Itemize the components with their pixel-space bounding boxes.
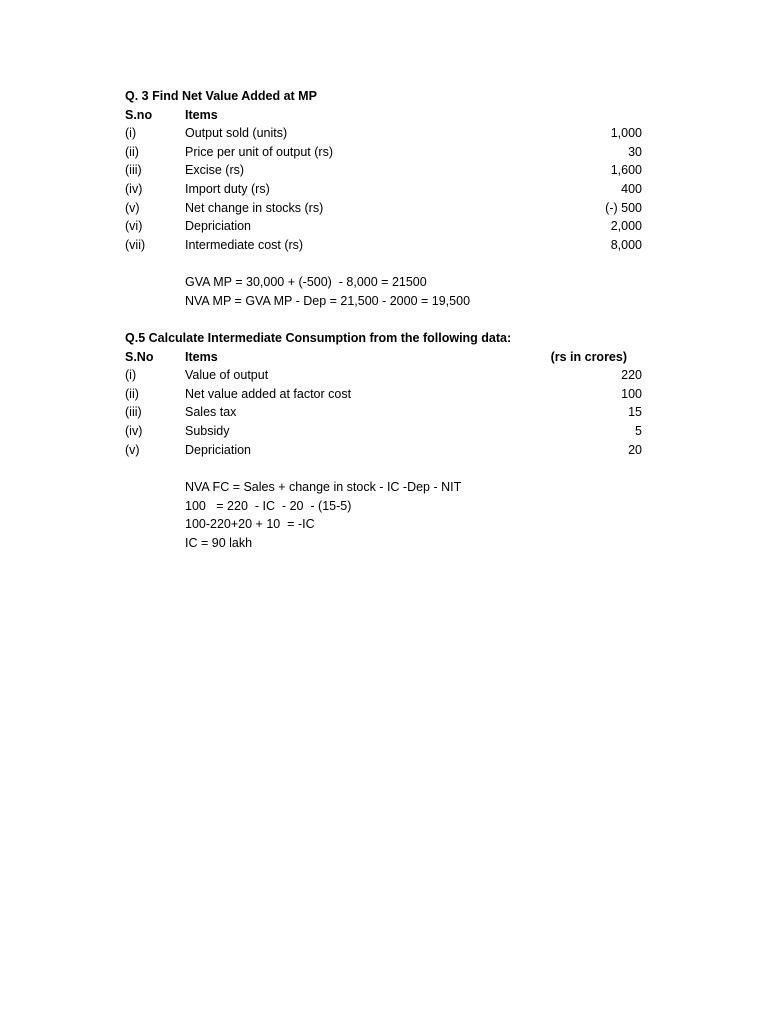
q5-row-sno: (iv): [125, 424, 143, 438]
q3-solution-line: GVA MP = 30,000 + (-500) - 8,000 = 21500: [185, 275, 427, 289]
q5-solution-line: NVA FC = Sales + change in stock - IC -Dep - NIT: [185, 480, 462, 494]
q5-header-items: Items: [185, 350, 218, 364]
q5-row-value: 15: [628, 405, 642, 419]
q5-row-item: Depriciation: [185, 443, 252, 457]
q3-row-item: Net change in stocks (rs): [185, 201, 324, 215]
q5-row-sno: (v): [125, 443, 140, 457]
q3-solution-line: NVA MP = GVA MP - Dep = 21,500 - 2000 = 19,500: [185, 294, 471, 308]
q3-header-items: Items: [185, 108, 218, 122]
q3-row-value: 1,600: [610, 163, 642, 177]
q3-row-item: Output sold (units): [185, 126, 288, 140]
q3-title: Q. 3 Find Net Value Added at MP: [125, 89, 317, 103]
q5-row-sno: (iii): [125, 405, 142, 419]
q3-row-sno: (vi): [125, 219, 143, 233]
q3-row-value: (-) 500: [605, 201, 642, 215]
q5-row-item: Net value added at factor cost: [185, 387, 352, 401]
q5-row-sno: (i): [125, 368, 137, 382]
q5-solution-line: IC = 90 lakh: [185, 536, 253, 550]
q5-row-value: 5: [635, 424, 642, 438]
q5-row-sno: (ii): [125, 387, 139, 401]
q5-solution-line: 100 = 220 - IC - 20 - (15-5): [185, 499, 352, 513]
q3-row-value: 2,000: [610, 219, 642, 233]
q3-row-value: 8,000: [610, 238, 642, 252]
q3-row-value: 400: [621, 182, 642, 196]
q3-row-sno: (i): [125, 126, 137, 140]
q3-row-value: 1,000: [610, 126, 642, 140]
q3-row-item: Intermediate cost (rs): [185, 238, 304, 252]
q3-row-item: Import duty (rs): [185, 182, 270, 196]
q5-header-unit: (rs in crores): [550, 350, 627, 364]
q5-row-item: Subsidy: [185, 424, 230, 438]
q3-header-sno: S.no: [125, 108, 153, 122]
q5-row-item: Sales tax: [185, 405, 237, 419]
q5-row-value: 20: [628, 443, 642, 457]
q5-header-sno: S.No: [125, 350, 154, 364]
q3-row-item: Price per unit of output (rs): [185, 145, 333, 159]
q3-row-item: Depriciation: [185, 219, 252, 233]
q3-row-sno: (iv): [125, 182, 143, 196]
q5-row-value: 220: [621, 368, 642, 382]
q5-row-item: Value of output: [185, 368, 269, 382]
q3-row-value: 30: [628, 145, 642, 159]
q5-row-value: 100: [621, 387, 642, 401]
q5-solution-line: 100-220+20 + 10 = -IC: [185, 517, 315, 531]
q3-row-sno: (ii): [125, 145, 139, 159]
q5-title: Q.5 Calculate Intermediate Consumption from the following data:: [125, 331, 512, 345]
q3-row-sno: (v): [125, 201, 140, 215]
q3-row-sno: (vii): [125, 238, 146, 252]
q3-row-sno: (iii): [125, 163, 142, 177]
q3-row-item: Excise (rs): [185, 163, 245, 177]
